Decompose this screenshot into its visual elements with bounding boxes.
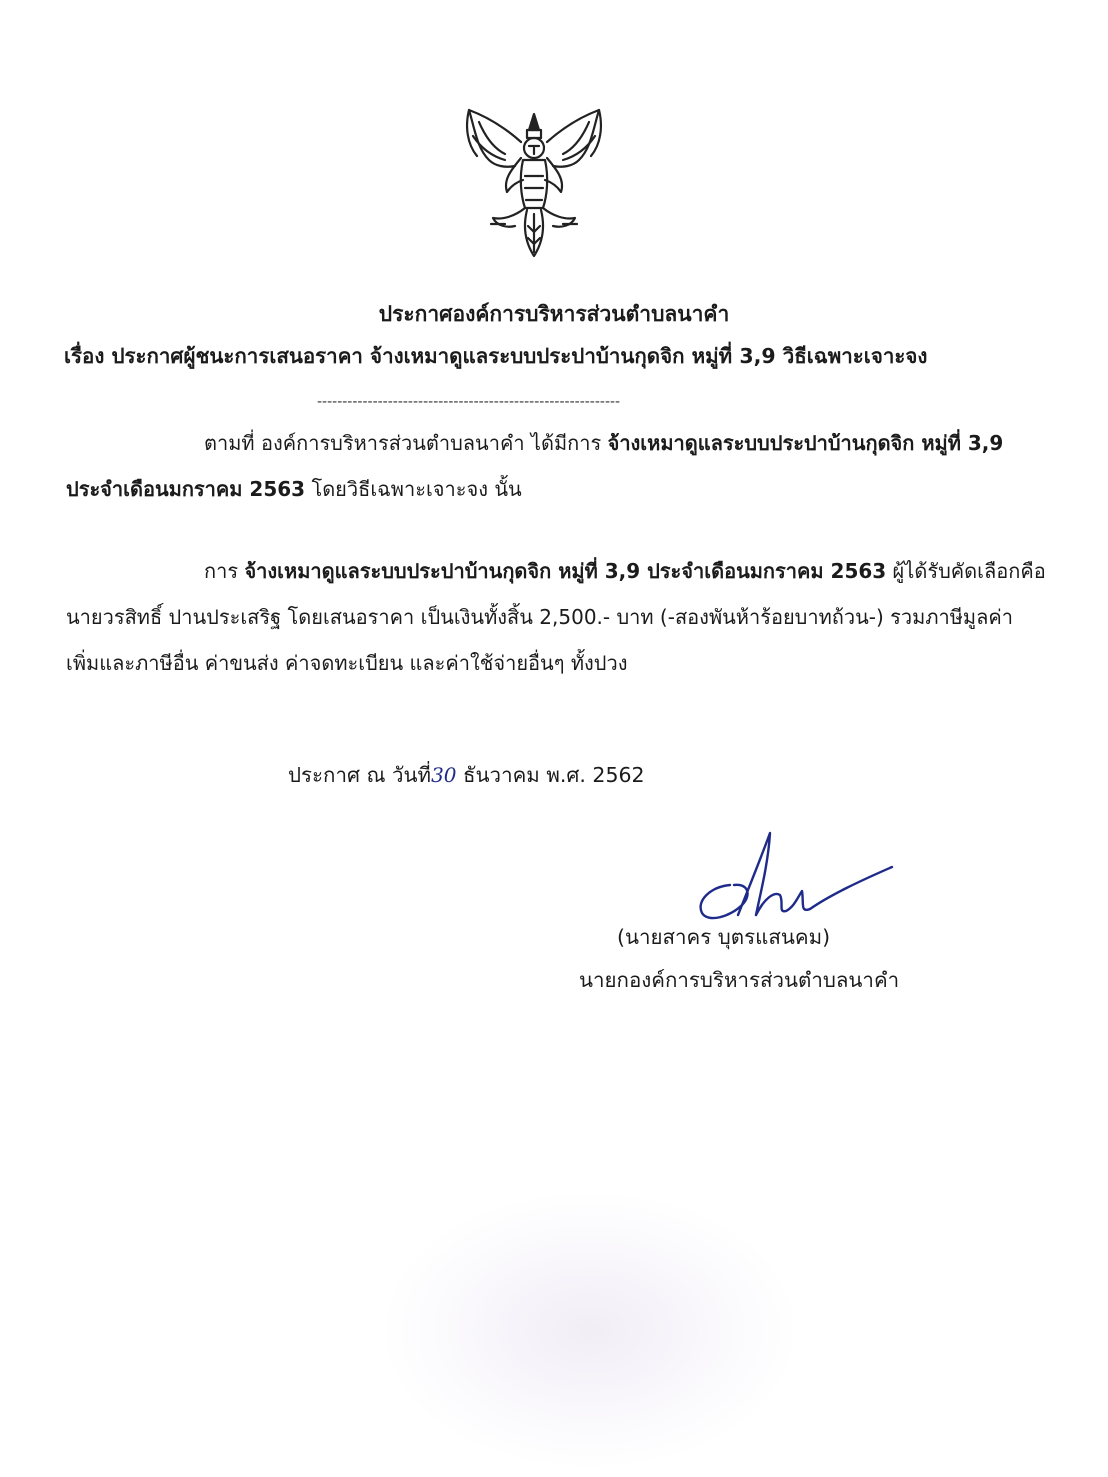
- paragraph-2-tail: ผู้ได้รับคัดเลือกคือ นายวรสิทธิ์ ปานประเสริฐ โดยเสนอราคา เป็นเงินทั้งสิ้น 2,500.- บาท (-สองพันห้าร้อยบาทถ้วน-) รวมภาษีมูลค่าเพิ่มและภาษีอื่น ค่าขนส่ง ค่าจดทะเบียน และค่าใช้จ่ายอื่นๆ ทั้งปวง: [66, 559, 1046, 675]
- announcement-title: ประกาศองค์การบริหารส่วนตำบลนาคำ: [378, 302, 730, 326]
- paragraph-2-lead: การ: [204, 559, 245, 583]
- divider-line: ------------------------------------------------------------: [317, 394, 621, 410]
- scan-smudge: [380, 1190, 800, 1470]
- garuda-emblem-icon: [455, 96, 613, 264]
- signer-name: (นายสาคร บุตรแสนคม): [617, 925, 831, 949]
- announcement-subject: เรื่อง ประกาศผู้ชนะการเสนอราคา จ้างเหมาดูแลระบบประปาบ้านกุดจิก หมู่ที่ 3,9 วิธีเฉพาะเจาะจง: [64, 344, 928, 368]
- paragraph-2: [66, 548, 1046, 686]
- date-suffix: ธันวาคม พ.ศ. 2562: [456, 763, 645, 787]
- paragraph-1: [66, 420, 1046, 512]
- signer-position: นายกองค์การบริหารส่วนตำบลนาคำ: [579, 968, 900, 992]
- paragraph-1-tail: โดยวิธีเฉพาะเจาะจง นั้น: [305, 477, 522, 501]
- date-prefix: ประกาศ ณ วันที่: [288, 763, 432, 787]
- announcement-date: [288, 761, 645, 789]
- handwritten-signature: [690, 825, 900, 935]
- paragraph-1-lead: ตามที่ องค์การบริหารส่วนตำบลนาคำ ได้มีการ: [204, 431, 608, 455]
- paragraph-2-project: จ้างเหมาดูแลระบบประปาบ้านกุดจิก หมู่ที่ 3,9 ประจำเดือนมกราคม 2563: [244, 559, 887, 583]
- date-day-handwritten: 30: [431, 763, 457, 787]
- paragraph-1-project: จ้างเหมาดูแลระบบประปาบ้านกุดจิก หมู่ที่ 3,9 ประจำเดือนมกราคม 2563: [66, 431, 1004, 501]
